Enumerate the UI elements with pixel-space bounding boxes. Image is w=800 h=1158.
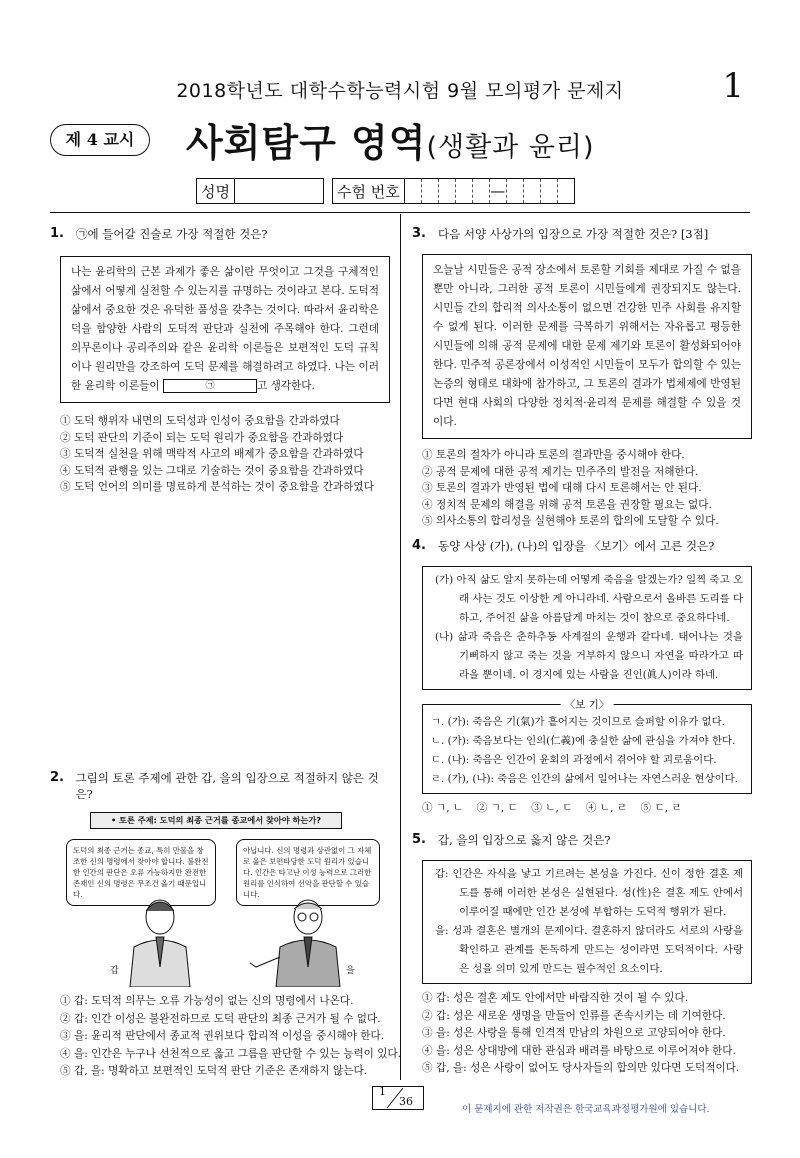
speech-bubble-a: 도덕의 최종 근거는 종교, 특히 만물을 창조한 신의 명령에서 찾아야 합니다. 불완전한 인간의 판단은 오류 가능하지만 완전한 존재인 신의 명령은 무조건 옳기 때문입니다. xyxy=(66,839,216,906)
option[interactable]: ③ 토론의 결과가 반영된 법에 대해 다시 토론해서는 안 된다. xyxy=(422,482,702,494)
option[interactable]: ② 공적 문제에 대한 공적 제기는 민주주의 발전을 저해한다. xyxy=(422,465,699,478)
blank-box: ㉠ xyxy=(163,379,257,393)
option[interactable]: ④ 을: 성은 상대방에 대한 관심과 배려를 바탕으로 이루어져야 한다. xyxy=(422,1044,736,1057)
passage-gap: 갑: 인간은 자식을 낳고 기르려는 본성을 가진다. 신이 정한 결혼 제도를 통해 이러한 본성은 실현된다. 성(性)은 결혼 제도 안에서 이루어질 때에만 인간 본성에 부합하는 도덕적 행위가 된다. xyxy=(435,868,743,918)
question-stem: 다음 서양 사상가의 입장으로 가장 적절한 것은? [3점] xyxy=(438,227,709,241)
option[interactable]: ① 갑: 도덕적 의무는 오류 가능성이 없는 신의 명령에서 나온다. xyxy=(60,995,354,1007)
passage-box xyxy=(60,256,390,403)
option[interactable]: ⑤ 갑, 을: 명확하고 보편적인 도덕적 판단 기준은 존재하지 않는다. xyxy=(60,1065,368,1077)
question-stem: ㉠에 들어갈 진술로 가장 적절한 것은? xyxy=(76,227,268,241)
current-page: 1 xyxy=(379,1085,386,1098)
exam-title: 2018학년도 대학수학능력시험 9월 모의평가 문제지 xyxy=(176,80,624,102)
page-number: 1 xyxy=(722,66,744,106)
debate-topic: • 토론 주제: 도덕의 최종 근거를 종교에서 찾아야 하는가? xyxy=(90,812,342,829)
question-stem: 동양 사상 (가), (나)의 입장을 〈보기〉에서 고른 것은? xyxy=(438,539,715,553)
option[interactable]: ③ 을: 윤리적 판단에서 종교적 권위보다 합리적 이성을 중시해야 한다. xyxy=(60,1030,385,1042)
question-number: 2. xyxy=(50,770,64,785)
option[interactable]: ③ 을: 성은 사랑을 통해 인격적 만남의 차원으로 고양되어야 한다. xyxy=(422,1027,726,1039)
question-number: 1. xyxy=(50,226,64,241)
candidate-id-row xyxy=(196,178,575,204)
exam-no-field[interactable] xyxy=(405,178,575,204)
bogi-item: ㄹ. (가), (나): 죽음은 인간의 삶에서 일어나는 자연스러운 현상이다. xyxy=(431,773,738,785)
label-b: 을 xyxy=(346,966,355,976)
page-indicator xyxy=(372,1086,424,1110)
option[interactable]: ② 갑: 성은 새로운 생명을 만들어 인류를 존속시키는 데 기여한다. xyxy=(422,1009,726,1022)
exam-no-dash: — xyxy=(490,179,507,203)
debate-illustration xyxy=(60,837,390,987)
bogi-item: ㄱ. (가): 죽음은 기(氣)가 흩어지는 것이므로 슬퍼할 이유가 없다. xyxy=(431,716,725,728)
person-a-icon xyxy=(130,900,190,987)
answer-choices[interactable]: ① ㄱ, ㄴ ② ㄱ, ㄷ ③ ㄴ, ㄷ ④ ㄴ, ㄹ ⑤ ㄷ, ㄹ xyxy=(422,802,682,814)
option[interactable]: ③ 도덕적 실천을 위해 맥락적 사고의 배제가 중요함을 간과하였다 xyxy=(60,448,364,460)
question-3 xyxy=(412,226,752,530)
bogi-item: ㄴ. (가): 죽음보다는 인의(仁義)에 충실한 삶에 관심을 가져야 한다. xyxy=(431,735,736,747)
name-label: 성명 xyxy=(196,178,235,204)
option[interactable]: ⑤ 도덕 언어의 의미를 명료하게 분석하는 것이 중요함을 간과하였다 xyxy=(60,481,374,493)
passage-box xyxy=(422,566,752,690)
person-b-icon xyxy=(250,900,340,987)
question-5 xyxy=(412,832,752,1078)
name-field[interactable] xyxy=(235,178,324,204)
option[interactable]: ① 갑: 성은 결혼 제도 안에서만 바람직한 것이 될 수 있다. xyxy=(422,992,689,1004)
bogi-item: ㄷ. (나): 죽음은 인간이 윤회의 과정에서 겪어야 할 괴로움이다. xyxy=(431,754,717,766)
speech-bubble-b: 아닙니다. 신의 명령과 상관없이 그 자체로 옳은 보편타당한 도덕 원리가 있습니다. 인간은 타고난 이성 능력으로 그러한 원리를 인식하여 선악을 판단할 수 있습니다. xyxy=(236,839,380,906)
header-divider xyxy=(50,212,750,213)
question-4 xyxy=(412,538,752,817)
question-stem: 그림의 토론 주제에 관한 갑, 을의 입장으로 적절하지 않은 것은? xyxy=(75,771,379,801)
exam-no-label: 수험 번호 xyxy=(332,178,405,204)
label-a: 갑 xyxy=(110,966,119,976)
subject-sub: (생활과 윤리) xyxy=(426,132,595,163)
passage-na: (나) 삶과 죽음은 춘하추동 사계절의 운행과 같다네. 태어나는 것을 기뻐하지 않고 죽는 것을 거부하지 않으니 자연을 따라가고 따라올 뿐이네. 이 경지에 있는 사람을 진인(眞人)이라 하네. xyxy=(435,631,743,681)
passage-end: 고 생각한다. xyxy=(256,380,315,392)
subject-main: 사회탐구 영역 xyxy=(186,121,427,165)
passage-box xyxy=(422,860,752,984)
option[interactable]: ② 도덕 판단의 기준이 되는 도덕 원리가 중요함을 간과하였다 xyxy=(60,431,344,444)
passage-ga: (가) 아직 삶도 알지 못하는데 어떻게 죽음을 알겠는가? 일찍 죽고 오래 사는 것도 이상한 게 아니라네. 사람으로서 올바른 도리를 다하고, 주어진 삶을 아름답게 마치는 것이 참으로 중요하다네. xyxy=(435,574,743,624)
option[interactable]: ① 도덕 행위자 내면의 도덕성과 인성이 중요함을 간과하였다 xyxy=(60,415,340,427)
total-pages: 36 xyxy=(399,1095,413,1108)
options-list xyxy=(422,990,752,1078)
question-stem: 갑, 을의 입장으로 옳지 않은 것은? xyxy=(438,833,611,847)
passage-box: 오늘날 시민들은 공적 장소에서 토론할 기회를 제대로 가질 수 없을 뿐만 아니라, 그러한 공적 토론이 시민들에게 권장되지도 않는다. 시민들 간의 합리적 의사소통이 없으면 건강한 민주 사회를 유지할 수 없게 된다. 이러한 문제를 극복하기 위해서는 자유롭고 평등한 시민들에 의해 공적 문제에 대한 문제 제기와 토론이 활성화되어야 한다. 민주적 공론장에서 이성적인 시민들이 모두가 합의할 수 있는 논증의 형태로 대화에 참가하고, 그 토론의 결과가 법체제에 반영된다면 현대 사회의 다양한 정치적·윤리적 문제를 해결할 수 있을 것이다. xyxy=(422,254,752,439)
passage-text: 나는 윤리학의 근본 과제가 좋은 삶이란 무엇이고 그것을 구체적인 삶에서 어떻게 실천할 수 있는지를 규명하는 것이라고 본다. 도덕적 삶에서 중요한 것은 유덕한 품성을 갖추는 것이다. 따라서 윤리학은 덕을 함양한 사람의 도덕적 판단과 실천에 주목해야 한다. 그런데 의무론이나 공리주의와 같은 윤리학 이론들은 보편적인 도덕 규칙이나 원리만을 강조하여 도덕 문제를 해결하려고 하였다. 나는 이러한 윤리학 이론들이 xyxy=(71,266,379,392)
bogi-box xyxy=(422,699,752,794)
question-number: 5. xyxy=(412,832,426,847)
options-list xyxy=(60,993,402,1081)
option[interactable]: ① 토론의 절차가 아니라 토론의 결과만을 중시해야 한다. xyxy=(422,449,685,461)
option[interactable]: ⑤ 의사소통의 합리성을 실현해야 토론의 합의에 도달할 수 있다. xyxy=(422,515,719,527)
option[interactable]: ② 갑: 인간 이성은 불완전하므로 도덕 판단의 최종 근거가 될 수 없다. xyxy=(60,1012,381,1025)
passage-eul: 을: 성과 결혼은 별개의 문제이다. 결혼하지 않더라도 서로의 사랑을 확인하고 관계를 돈독하게 만드는 성이라면 도덕적이다. 사랑은 성을 의미 있게 만드는 필수적인 요소이다. xyxy=(435,925,743,975)
column-divider xyxy=(400,214,401,1080)
session-badge: 제 4 교시 xyxy=(50,124,150,156)
option[interactable]: ④ 도덕적 관행을 있는 그대로 기술하는 것이 중요함을 간과하였다 xyxy=(60,464,364,477)
subject-title xyxy=(186,112,595,167)
option[interactable]: ④ 을: 인간은 누구나 선천적으로 옳고 그름을 판단할 수 있는 능력이 있다. xyxy=(60,1047,402,1060)
option[interactable]: ⑤ 갑, 을: 성은 사랑이 없어도 당사자들의 합의만 있다면 도덕적이다. xyxy=(422,1062,740,1074)
question-number: 3. xyxy=(412,226,426,241)
question-number: 4. xyxy=(412,538,426,553)
bogi-label: 〈보 기〉 xyxy=(561,696,614,715)
question-2 xyxy=(50,770,402,1081)
copyright-notice: 이 문제지에 관한 저작권은 한국교육과정평가원에 있습니다. xyxy=(462,1104,710,1115)
options-list xyxy=(422,447,752,530)
option[interactable]: ④ 정치적 문제의 해결을 위해 공적 토론을 권장할 필요는 없다. xyxy=(422,498,712,511)
options-list xyxy=(60,413,390,496)
question-1 xyxy=(50,226,390,496)
